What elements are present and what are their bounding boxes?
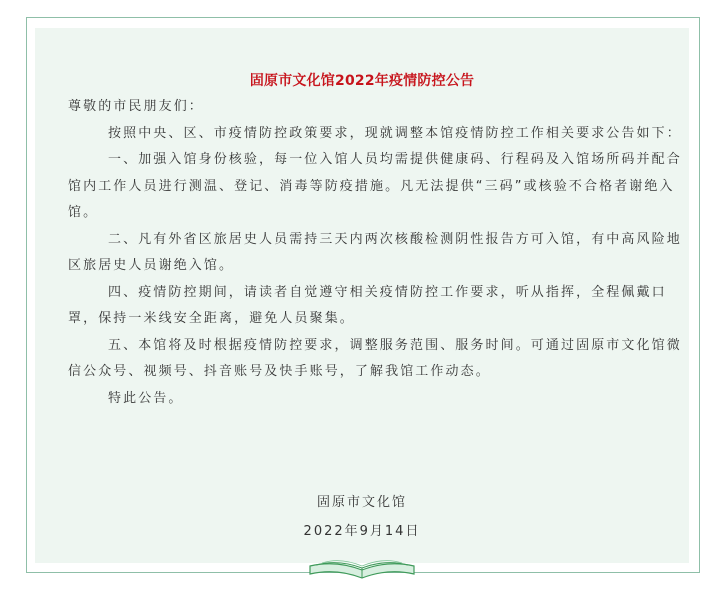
notice-item-4: 四、疫情防控期间，请读者自觉遵守相关疫情防控工作要求，听从指挥，全程佩戴口罩，保持一米线安全距离，避免人员聚集。 xyxy=(68,284,667,326)
signature-date: 2022年9月14日 xyxy=(303,524,421,539)
notice-item-2: 二、凡有外省区旅居史人员需持三天内两次核酸检测阴性报告方可入馆，有中高风险地区旅居史人员谢绝入馆。 xyxy=(68,231,682,273)
signature-org: 固原市文化馆 xyxy=(316,495,407,510)
notice-panel xyxy=(35,28,689,563)
notice-greeting: 尊敬的市民朋友们： xyxy=(68,99,204,114)
open-book-icon xyxy=(306,558,418,580)
notice-intro: 按照中央、区、市疫情防控政策要求，现就调整本馆疫情防控工作相关要求公告如下： xyxy=(108,125,682,141)
notice-title: 固原市文化馆2022年疫情防控公告 xyxy=(249,73,475,89)
notice-frame xyxy=(26,17,700,573)
notice-closing: 特此公告。 xyxy=(108,390,184,406)
notice-item-1: 一、加强入馆身份核验，每一位入馆人员均需提供健康码、行程码及入馆场所码并配合馆内工作人员进行测温、登记、消毒等防疫措施。凡无法提供“三码”或核验不合格者谢绝入馆。 xyxy=(68,152,682,220)
notice-body xyxy=(68,94,688,412)
notice-item-5: 五、本馆将及时根据疫情防控要求，调整服务范围、服务时间。可通过固原市文化馆微信公众号、视频号、抖音账号及快手账号，了解我馆工作动态。 xyxy=(68,337,682,379)
notice-signature xyxy=(35,488,689,546)
